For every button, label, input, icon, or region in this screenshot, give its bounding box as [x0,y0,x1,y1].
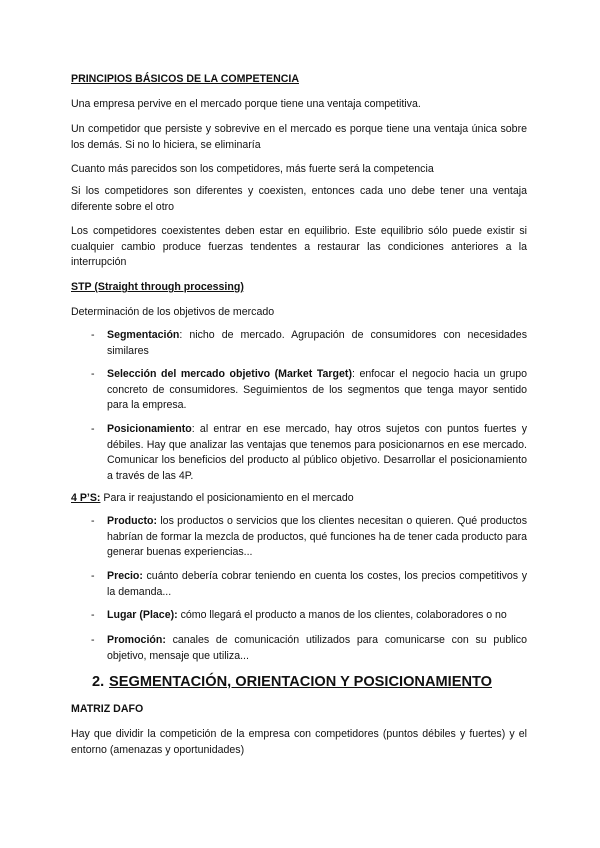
paragraph: Hay que dividir la competición de la empresa con competidores (puntos débiles y fuertes) y el entorno (amenazas y oportunidades) [71,728,527,756]
list-item-text: : nicho de mercado. Agrupación de consumidores con necesidades similares [107,329,527,357]
paragraph: Los competidores coexistentes deben estar en equilibrio. Este equilibrio sólo puede existir si cualquier cambio produce fuerzas tendentes a restaurar las condiciones anteriores a la interrupción [71,225,527,269]
list-item [91,328,527,359]
bullet-dash: - [91,368,95,380]
section-number: 2. [92,674,105,690]
list-item [91,608,527,624]
list-item-term: Producto: [107,515,158,527]
bullet-dash: - [91,609,95,621]
section-heading-4ps: 4 P’S: [71,492,101,504]
paragraph: Si los competidores son diferentes y coexisten, entonces cada uno debe tener una ventaja diferente sobre el otro [71,185,527,213]
list-item-text: cuánto debería cobrar teniendo en cuenta los costes, los precios competitivos y la demanda... [107,570,527,598]
list-item [91,514,527,561]
bullet-dash: - [91,329,95,341]
subheading-matriz-dafo: MATRIZ DAFO [71,703,144,715]
list-item [91,633,527,664]
list-item [91,569,527,600]
list-item-term: Lugar (Place): [107,609,178,621]
section-heading-principios: PRINCIPIOS BÁSICOS DE LA COMPETENCIA [71,73,299,85]
fourps-intro: Para ir reajustando el posicionamiento en el mercado [100,492,354,504]
paragraph: Un competidor que persiste y sobrevive en el mercado es porque tiene una ventaja única sobre los demás. Si no lo hiciera, se eliminaría [71,123,527,151]
list-item-term: Promoción: [107,634,166,646]
list-item [91,367,527,414]
section-heading-stp: STP (Straight through processing) [71,281,244,293]
list-item-term: Segmentación [107,329,180,341]
section-heading-2 [92,673,492,691]
bullet-dash: - [91,423,95,435]
bullet-dash: - [91,634,95,646]
paragraph: Una empresa pervive en el mercado porque tiene una ventaja competitiva. [71,98,421,110]
list-item-text: cómo llegará el producto a manos de los clientes, colaboradores o no [177,609,507,621]
list-item-term: Posicionamiento [107,423,192,435]
bullet-dash: - [91,515,95,527]
list-item [91,422,527,484]
list-item-term: Selección del mercado objetivo (Market Target) [107,368,352,380]
list-item-text: canales de comunicación utilizados para comunicarse con su publico objetivo, mensaje que utiliza... [107,634,527,662]
list-item-text: los productos o servicios que los clientes necesitan o quieren. Qué productos habrían de formar la mezcla de productos, qué funciones ha de tener cada producto para generar buenas experiencias... [107,515,527,559]
list-item-term: Precio: [107,570,143,582]
list-item-text: : al entrar en ese mercado, hay otros sujetos con puntos fuertes y débiles. Hay que analizar las ventajas que tenemos para posicionarnos en ese mercado. Comunicar los beneficios del producto al público objetivo. Desarrollar el posicionamiento a través de las 4P. [107,423,527,482]
list-item-text: : enfocar el negocio hacia un grupo concreto de consumidores. Seguimientos de los segmentos que tenga mayor sentido para la empresa. [107,368,527,412]
fourps-heading-line [71,491,527,507]
section-title: SEGMENTACIÓN, ORIENTACION Y POSICIONAMIENTO [109,674,492,690]
stp-intro: Determinación de los objetivos de mercado [71,306,275,318]
paragraph: Cuanto más parecidos son los competidores, más fuerte será la competencia [71,163,434,175]
bullet-dash: - [91,570,95,582]
